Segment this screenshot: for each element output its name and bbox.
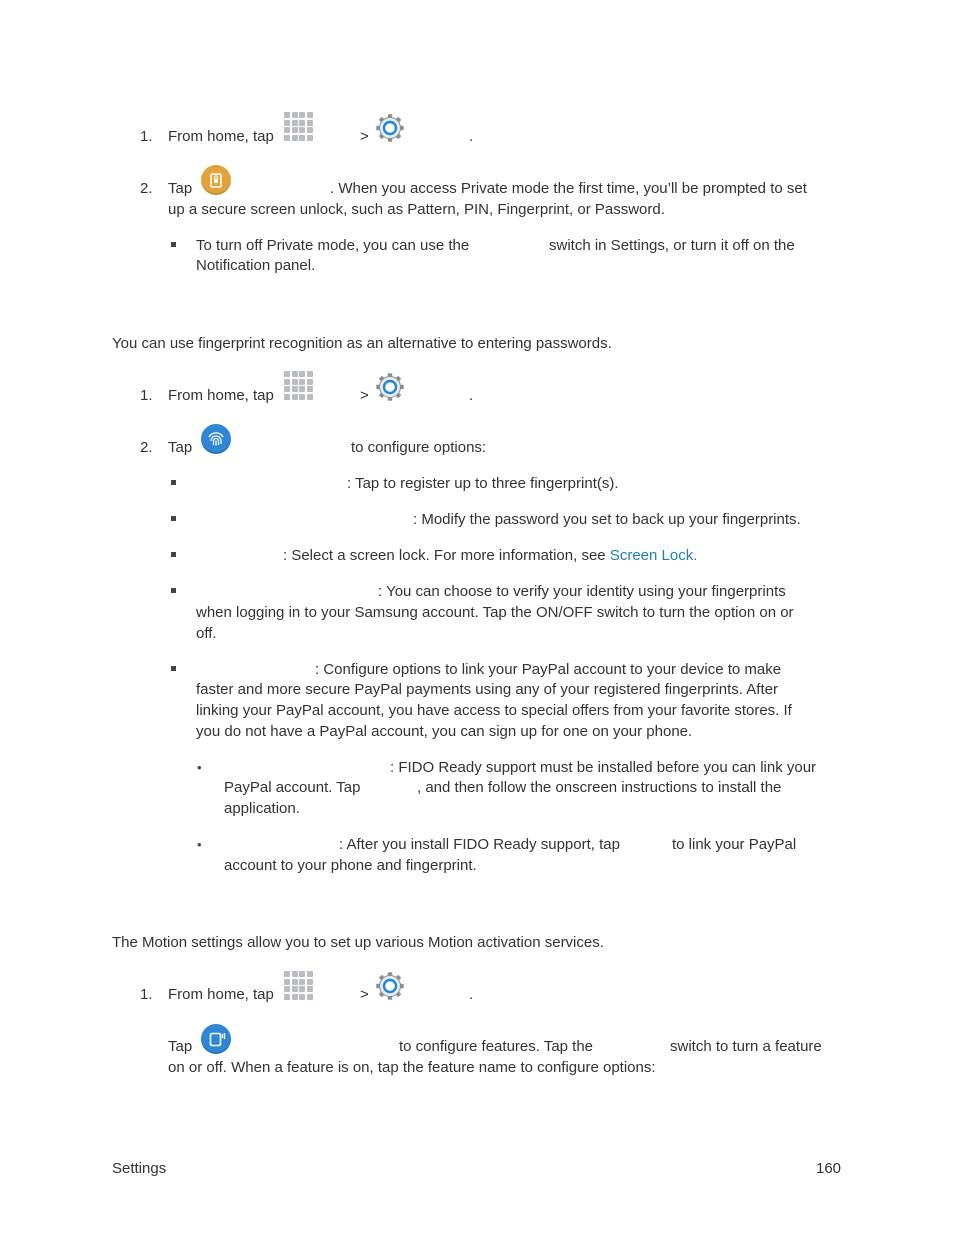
settings-gear-icon xyxy=(375,113,405,143)
step-number: 1. xyxy=(140,128,153,145)
step-text-line1a: to configure features. Tap the xyxy=(399,1038,594,1055)
bullet-marker xyxy=(171,242,176,247)
step-number: 1. xyxy=(140,986,153,1003)
apps-grid-dot xyxy=(299,386,305,392)
sub-bullet-line2b: , and then follow the onscreen instructions to install the xyxy=(417,779,782,796)
apps-grid-dot xyxy=(292,986,298,992)
apps-grid-dot xyxy=(284,120,290,126)
apps-grid-dot xyxy=(299,127,305,133)
step-tap: Tap xyxy=(168,439,193,456)
apps-grid-dot xyxy=(284,986,290,992)
bullet-text-line4: you do not have a PayPal account, you can sign up for one on your phone. xyxy=(196,723,693,740)
apps-grid-dot xyxy=(299,979,305,985)
apps-grid-dot xyxy=(307,386,313,392)
apps-grid-icon xyxy=(284,112,314,142)
apps-grid-dot xyxy=(292,979,298,985)
sub-bullet-line1b: to link your PayPal xyxy=(672,836,797,853)
bullet-text-line3: linking your PayPal account, you have access to special offers from your favorite stores. If xyxy=(196,702,792,719)
bullet-text: : Select a screen lock. For more information, see Screen Lock. xyxy=(283,547,698,564)
bullet-marker xyxy=(171,516,176,521)
step-number: 1. xyxy=(140,387,153,404)
apps-grid-dot xyxy=(307,120,313,126)
step-tap: Tap xyxy=(168,1038,193,1055)
apps-grid-dot xyxy=(284,386,290,392)
step-separator: > xyxy=(360,128,369,145)
apps-grid-dot xyxy=(307,994,313,1000)
apps-grid-dot xyxy=(307,979,313,985)
apps-grid-dot xyxy=(307,971,313,977)
apps-grid-dot xyxy=(307,986,313,992)
bullet-text: : Tap to register up to three fingerprint(s). xyxy=(347,475,619,492)
step-separator: > xyxy=(360,986,369,1003)
apps-grid-dot xyxy=(284,971,290,977)
apps-grid-dot xyxy=(292,386,298,392)
motion-icon xyxy=(201,1024,231,1054)
bullet-text-a: To turn off Private mode, you can use the xyxy=(196,237,470,254)
apps-grid-dot xyxy=(307,379,313,385)
sub-bullet-line1a: : After you install FIDO Ready support, tap xyxy=(339,836,620,853)
settings-gear-icon xyxy=(375,372,405,402)
apps-grid-dot xyxy=(299,371,305,377)
step-text: From home, tap xyxy=(168,387,274,404)
step-text-line1b: switch to turn a feature xyxy=(670,1038,822,1055)
apps-grid-dot xyxy=(292,994,298,1000)
footer-section-title: Settings xyxy=(112,1160,167,1177)
step-text: From home, tap xyxy=(168,128,274,145)
section2-intro: You can use fingerprint recognition as an alternative to entering passwords. xyxy=(112,335,612,352)
apps-grid-dot xyxy=(307,127,313,133)
bullet-text-line1: : Configure options to link your PayPal account to your device to make xyxy=(315,661,782,678)
apps-grid-dot xyxy=(284,127,290,133)
bullet-marker xyxy=(171,666,176,671)
apps-grid-dot xyxy=(284,979,290,985)
apps-grid-dot xyxy=(284,394,290,400)
section3-intro: The Motion settings allow you to set up various Motion activation services. xyxy=(112,934,604,951)
sub-bullet-line1: : FIDO Ready support must be installed before you can link your xyxy=(390,759,817,776)
apps-grid-dot xyxy=(307,135,313,141)
bullet-marker: • xyxy=(197,760,202,775)
apps-grid-dot xyxy=(299,971,305,977)
apps-grid-icon xyxy=(284,371,314,401)
apps-grid-dot xyxy=(299,112,305,118)
apps-grid-dot xyxy=(307,112,313,118)
apps-grid-dot xyxy=(299,135,305,141)
bullet-marker xyxy=(171,552,176,557)
bullet-text-line1: : You can choose to verify your identity using your fingerprints xyxy=(378,583,786,600)
apps-grid-dot xyxy=(292,127,298,133)
apps-grid-dot xyxy=(292,120,298,126)
apps-grid-dot xyxy=(292,112,298,118)
apps-grid-dot xyxy=(307,394,313,400)
bullet-text: : Modify the password you set to back up your fingerprints. xyxy=(413,511,801,528)
settings-gear-icon xyxy=(375,971,405,1001)
sub-bullet-line3: application. xyxy=(224,800,300,817)
apps-grid-dot xyxy=(284,371,290,377)
footer-page-number: 160 xyxy=(816,1160,842,1177)
private-mode-icon xyxy=(201,165,231,195)
bullet-text-line2: Notification panel. xyxy=(196,257,316,274)
apps-grid-dot xyxy=(299,994,305,1000)
bullet-text-line2: faster and more secure PayPal payments using any of your registered fingerprints. After xyxy=(196,681,778,698)
apps-grid-dot xyxy=(307,371,313,377)
step-end: . xyxy=(469,128,474,145)
apps-grid-dot xyxy=(284,112,290,118)
step-separator: > xyxy=(360,387,369,404)
step-text-line1: . When you access Private mode the first time, you’ll be prompted to set xyxy=(330,180,807,197)
apps-grid-dot xyxy=(284,135,290,141)
step-text-line2: on or off. When a feature is on, tap the feature name to configure options: xyxy=(168,1059,656,1076)
apps-grid-dot xyxy=(292,394,298,400)
bullet-text-line2: when logging in to your Samsung account. Tap the ON/OFF switch to turn the option on or xyxy=(196,604,794,621)
apps-grid-dot xyxy=(299,394,305,400)
apps-grid-dot xyxy=(292,135,298,141)
bullet-marker xyxy=(171,588,176,593)
bullet-text-b: switch in Settings, or turn it off on the xyxy=(549,237,795,254)
step-end: . xyxy=(469,387,474,404)
bullet-text-line3: off. xyxy=(196,625,217,642)
step-text-line2: up a secure screen unlock, such as Pattern, PIN, Fingerprint, or Password. xyxy=(168,201,665,218)
apps-grid-dot xyxy=(299,120,305,126)
bullet-marker xyxy=(171,480,176,485)
apps-grid-dot xyxy=(299,379,305,385)
apps-grid-dot xyxy=(292,371,298,377)
apps-grid-dot xyxy=(292,971,298,977)
apps-grid-icon xyxy=(284,971,314,1001)
step-number: 2. xyxy=(140,439,153,456)
screen-lock-link[interactable]: Screen Lock xyxy=(609,547,694,564)
step-end: . xyxy=(469,986,474,1003)
sub-bullet-line2: account to your phone and fingerprint. xyxy=(224,857,477,874)
apps-grid-dot xyxy=(299,986,305,992)
bullet-marker: • xyxy=(197,837,202,852)
fingerprint-icon xyxy=(201,424,231,454)
step-tap: Tap xyxy=(168,180,193,197)
apps-grid-dot xyxy=(292,379,298,385)
sub-bullet-line2a: PayPal account. Tap xyxy=(224,779,361,796)
step-text: to configure options: xyxy=(351,439,487,456)
step-number: 2. xyxy=(140,180,153,197)
step-text: From home, tap xyxy=(168,986,274,1003)
apps-grid-dot xyxy=(284,379,290,385)
apps-grid-dot xyxy=(284,994,290,1000)
